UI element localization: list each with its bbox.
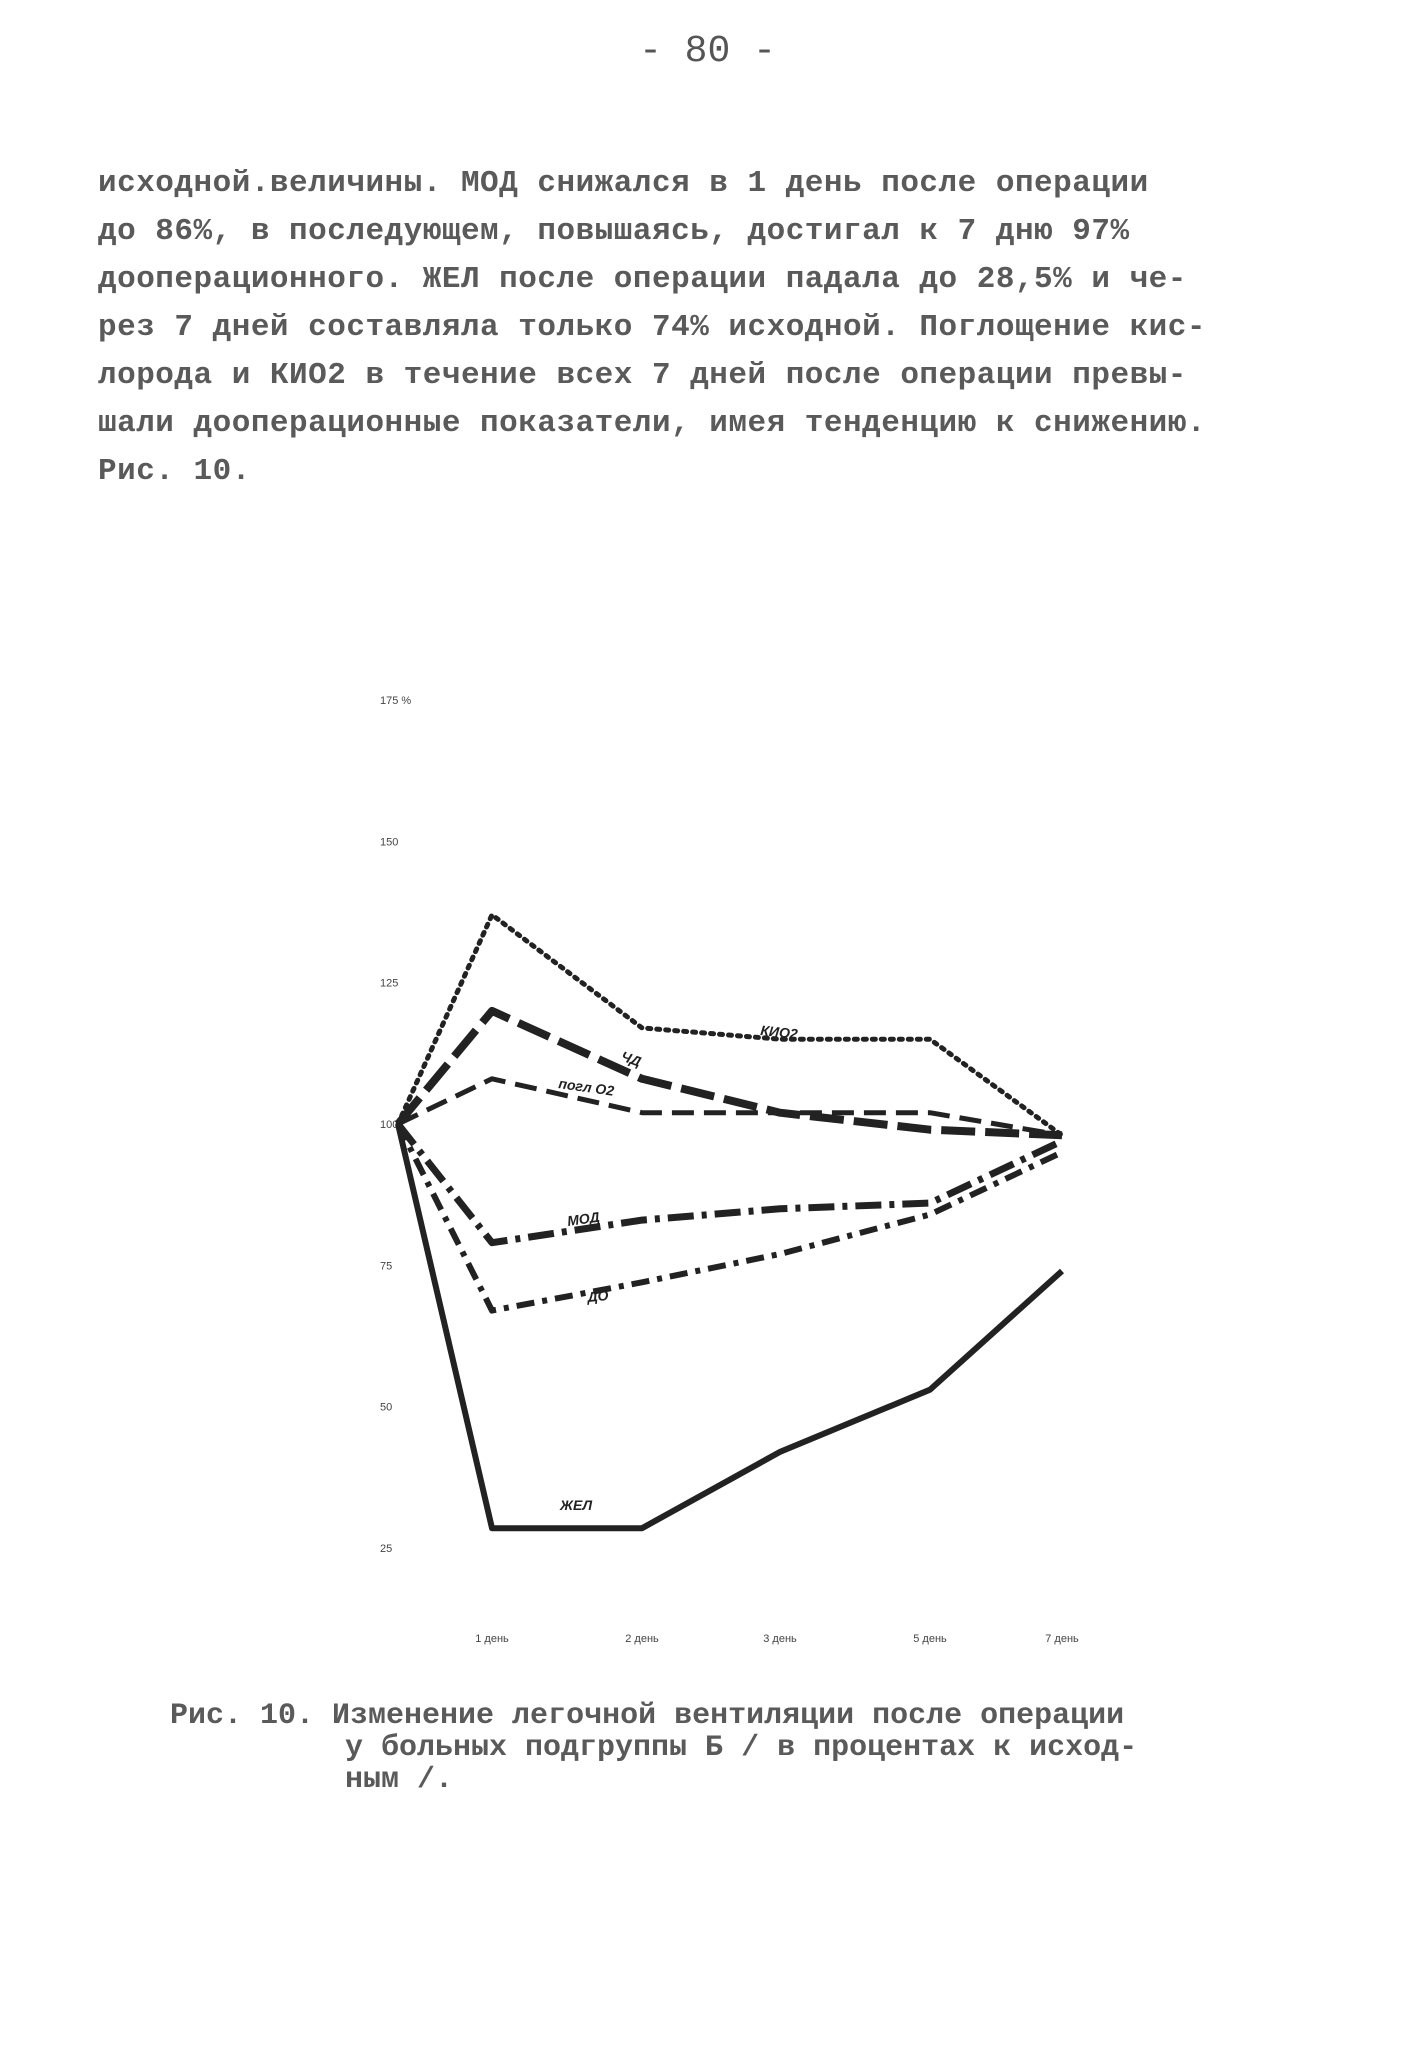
y-tick-label: 25: [380, 1543, 393, 1555]
body-line: дооперационного. ЖЕЛ после операции падала до 28,5% и че-: [98, 262, 1187, 297]
caption-line: ным /.: [345, 1763, 454, 1797]
caption-line: Рис. 10. Изменение легочной вентиляции после операции: [170, 1699, 1125, 1733]
body-line: исходной.величины. МОД снижался в 1 день после операции: [98, 166, 1149, 201]
x-tick-label: 5 день: [913, 1633, 947, 1645]
y-tick-label: 50: [380, 1401, 393, 1414]
x-tick-label: 3 день: [763, 1633, 797, 1645]
x-tick-label: 1 день: [475, 1633, 509, 1645]
y-tick-label: 175 %: [380, 695, 412, 707]
series-label: ЖЕЛ: [560, 1497, 593, 1513]
x-tick-label: 7 день: [1045, 1633, 1079, 1645]
figure-caption: [170, 1700, 1320, 1796]
caption-line: у больных подгруппы Б / в процентах к исход-: [345, 1731, 1138, 1765]
series-line: [398, 1079, 1062, 1136]
y-tick-label: 125: [380, 977, 399, 990]
x-tick-label: 2 день: [625, 1633, 659, 1645]
series-label: ЧД: [618, 1047, 644, 1070]
body-line: рез 7 дней составляла только 74% исходной. Поглощение кис-: [98, 310, 1206, 345]
page-number: - 80 -: [639, 30, 776, 73]
series-label: КИО2: [759, 1022, 799, 1042]
y-tick-label: 75: [380, 1260, 393, 1273]
series-label: ДО: [586, 1286, 610, 1305]
body-line: лорода и КИО2 в течение всех 7 дней после операции превы-: [98, 358, 1187, 393]
y-tick-label: 150: [380, 836, 399, 849]
series-line: [398, 1124, 1062, 1311]
series-label: погл О2: [557, 1075, 616, 1099]
body-line: до 86%, в последующем, повышаясь, достигал к 7 дню 97%: [98, 214, 1130, 249]
series-label: МОД: [566, 1208, 601, 1229]
body-line: шали дооперационные показатели, имея тенденцию к снижению.: [98, 406, 1206, 441]
series-line: [398, 1124, 1062, 1243]
y-tick-label: 100: [380, 1119, 399, 1131]
figure-reference: Рис. 10.: [98, 454, 251, 489]
